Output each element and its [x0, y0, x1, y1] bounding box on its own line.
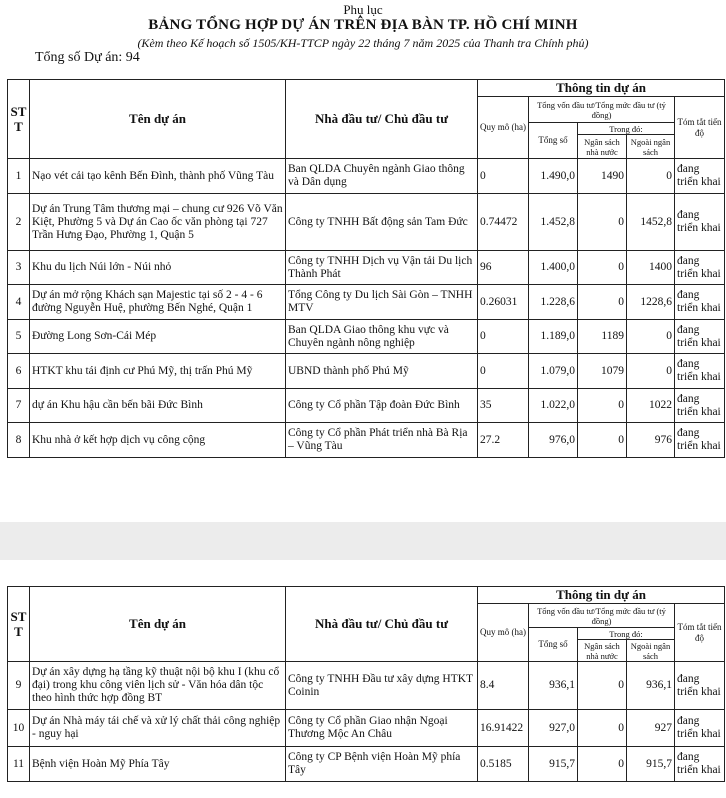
row-total: 1.400,0 — [529, 251, 578, 285]
row-total: 915,7 — [529, 747, 578, 782]
row-state: 1079 — [578, 354, 627, 389]
col-state-budget: Ngân sách nhà nước — [578, 135, 627, 159]
row-status: đang triển khai — [675, 354, 725, 389]
row-investor: Công ty Cổ phần Giao nhận Ngoại Thương Mộc An Châu — [286, 710, 478, 747]
col-non-state: Ngoài ngân sách — [627, 135, 675, 159]
row-state: 0 — [578, 662, 627, 710]
row-status: đang triển khai — [675, 320, 725, 354]
row-non-state: 936,1 — [627, 662, 675, 710]
col-total: Tổng số — [529, 628, 578, 662]
row-scale: 27.2 — [478, 423, 529, 458]
row-name: Khu du lịch Núi lớn - Núi nhỏ — [30, 251, 286, 285]
row-non-state: 1228,6 — [627, 285, 675, 320]
row-total: 1.022,0 — [529, 389, 578, 423]
col-info: Thông tin dự án — [478, 80, 725, 97]
col-capital: Tổng vốn đầu tư/Tổng mức đầu tư (tỷ đồng) — [529, 604, 675, 628]
col-scale: Quy mô (ha) — [478, 604, 529, 662]
row-non-state: 0 — [627, 354, 675, 389]
project-total: Tổng số Dự án: 94 — [35, 50, 140, 65]
row-scale: 96 — [478, 251, 529, 285]
col-stt: ST T — [8, 587, 30, 662]
row-stt: 8 — [8, 423, 30, 458]
row-name: Đường Long Sơn-Cái Mép — [30, 320, 286, 354]
col-stt: ST T — [8, 80, 30, 159]
row-stt: 4 — [8, 285, 30, 320]
col-scale: Quy mô (ha) — [478, 97, 529, 159]
table-row — [8, 662, 725, 710]
col-investor: Nhà đầu tư/ Chủ đầu tư — [286, 587, 478, 662]
row-stt: 9 — [8, 662, 30, 710]
row-investor: Công ty Cổ phần Phát triển nhà Bà Rịa – Vũng Tàu — [286, 423, 478, 458]
row-name: dự án Khu hậu cần bến bãi Đức Bình — [30, 389, 286, 423]
table-row — [8, 354, 725, 389]
row-investor: Công ty CP Bệnh viện Hoàn Mỹ phía Tây — [286, 747, 478, 782]
row-scale: 0 — [478, 159, 529, 194]
table-row — [8, 747, 725, 782]
row-investor: Công ty TNHH Dịch vụ Vận tải Du lịch Thành Phát — [286, 251, 478, 285]
col-status: Tóm tắt tiến độ — [675, 97, 725, 159]
row-investor: Công ty Cổ phần Tập đoàn Đức Bình — [286, 389, 478, 423]
col-total: Tổng số — [529, 123, 578, 159]
row-status: đang triển khai — [675, 747, 725, 782]
row-scale: 16.91422 — [478, 710, 529, 747]
table-row — [8, 194, 725, 251]
row-state: 0 — [578, 423, 627, 458]
row-non-state: 915,7 — [627, 747, 675, 782]
col-of-which: Trong đó: — [578, 628, 675, 640]
row-stt: 3 — [8, 251, 30, 285]
col-name: Tên dự án — [30, 587, 286, 662]
row-status: đang triển khai — [675, 389, 725, 423]
row-stt: 10 — [8, 710, 30, 747]
row-investor: UBND thành phố Phú Mỹ — [286, 354, 478, 389]
row-stt: 5 — [8, 320, 30, 354]
row-scale: 0 — [478, 320, 529, 354]
col-status: Tóm tắt tiến độ — [675, 604, 725, 662]
row-investor: Tổng Công ty Du lịch Sài Gòn – TNHH MTV — [286, 285, 478, 320]
row-total: 936,1 — [529, 662, 578, 710]
row-status: đang triển khai — [675, 159, 725, 194]
row-stt: 1 — [8, 159, 30, 194]
row-name: HTKT khu tái định cư Phú Mỹ, thị trấn Phú Mỹ — [30, 354, 286, 389]
col-non-state: Ngoài ngân sách — [627, 640, 675, 662]
row-investor: Công ty TNHH Bất động sản Tam Đức — [286, 194, 478, 251]
table-row — [8, 159, 725, 194]
row-status: đang triển khai — [675, 251, 725, 285]
col-name: Tên dự án — [30, 80, 286, 159]
row-non-state: 1022 — [627, 389, 675, 423]
row-non-state: 976 — [627, 423, 675, 458]
table-row — [8, 285, 725, 320]
row-state: 1490 — [578, 159, 627, 194]
row-total: 976,0 — [529, 423, 578, 458]
table-row — [8, 710, 725, 747]
row-name: Dự án Trung Tâm thương mại – chung cư 926 Võ Văn Kiệt, Phường 5 và Dự án Cao ốc văn phòng tại 727 Trần Hưng Đạo, Phường 1, Quận 5 — [30, 194, 286, 251]
row-scale: 0.26031 — [478, 285, 529, 320]
row-status: đang triển khai — [675, 662, 725, 710]
row-name: Dự án xây dựng hạ tầng kỹ thuật nội bộ khu I (khu cổ đại) trong khu công viên lịch sử - Văn hóa dân tộc theo hình thức hợp đồng BT — [30, 662, 286, 710]
table-row — [8, 251, 725, 285]
row-state: 0 — [578, 389, 627, 423]
row-status: đang triển khai — [675, 423, 725, 458]
row-scale: 35 — [478, 389, 529, 423]
row-state: 0 — [578, 251, 627, 285]
row-state: 0 — [578, 710, 627, 747]
row-status: đang triển khai — [675, 285, 725, 320]
row-scale: 0.5185 — [478, 747, 529, 782]
project-table-page-2 — [7, 586, 725, 782]
row-name: Khu nhà ở kết hợp dịch vụ công cộng — [30, 423, 286, 458]
col-of-which: Trong đó: — [578, 123, 675, 135]
row-status: đang triển khai — [675, 710, 725, 747]
table-row — [8, 320, 725, 354]
row-non-state: 927 — [627, 710, 675, 747]
row-non-state: 1400 — [627, 251, 675, 285]
row-non-state: 0 — [627, 320, 675, 354]
row-state: 0 — [578, 285, 627, 320]
row-name: Nạo vét cải tạo kênh Bến Đình, thành phố Vũng Tàu — [30, 159, 286, 194]
row-non-state: 0 — [627, 159, 675, 194]
row-stt: 2 — [8, 194, 30, 251]
table-row — [8, 423, 725, 458]
row-total: 1.079,0 — [529, 354, 578, 389]
row-state: 0 — [578, 747, 627, 782]
row-total: 1.452,8 — [529, 194, 578, 251]
row-total: 1.189,0 — [529, 320, 578, 354]
row-stt: 7 — [8, 389, 30, 423]
page-break — [0, 522, 726, 560]
col-info: Thông tin dự án — [478, 587, 725, 604]
row-state: 1189 — [578, 320, 627, 354]
row-total: 1.490,0 — [529, 159, 578, 194]
row-investor: Ban QLDA Chuyên ngành Giao thông và Dân dụng — [286, 159, 478, 194]
row-non-state: 1452,8 — [627, 194, 675, 251]
row-total: 1.228,6 — [529, 285, 578, 320]
table-row — [8, 389, 725, 423]
row-investor: Ban QLDA Giao thông khu vực và Chuyên ngành nông nghiệp — [286, 320, 478, 354]
row-stt: 6 — [8, 354, 30, 389]
row-stt: 11 — [8, 747, 30, 782]
row-scale: 0.74472 — [478, 194, 529, 251]
row-status: đang triển khai — [675, 194, 725, 251]
row-scale: 0 — [478, 354, 529, 389]
row-scale: 8.4 — [478, 662, 529, 710]
page-2 — [0, 560, 726, 798]
document-subtitle: (Kèm theo Kế hoạch số 1505/KH-TTCP ngày 22 tháng 7 năm 2025 của Thanh tra Chính phủ) — [137, 36, 589, 50]
document-title: BẢNG TỔNG HỢP DỰ ÁN TRÊN ĐỊA BÀN TP. HỒ CHÍ MINH — [148, 17, 578, 33]
row-name: Bệnh viện Hoàn Mỹ Phía Tây — [30, 747, 286, 782]
row-name: Dự án Nhà máy tái chế và xử lý chất thải công nghiệp - nguy hại — [30, 710, 286, 747]
row-investor: Công ty TNHH Đầu tư xây dựng HTKT Coinin — [286, 662, 478, 710]
project-table-page-1 — [7, 79, 725, 458]
row-name: Dự án mở rộng Khách sạn Majestic tại số 2 - 4 - 6 đường Nguyễn Huệ, phường Bến Nghé, Quận 1 — [30, 285, 286, 320]
row-state: 0 — [578, 194, 627, 251]
col-capital: Tổng vốn đầu tư/Tổng mức đầu tư (tỷ đồng) — [529, 97, 675, 123]
col-investor: Nhà đầu tư/ Chủ đầu tư — [286, 80, 478, 159]
col-state-budget: Ngân sách nhà nước — [578, 640, 627, 662]
appendix-label: Phụ lục — [343, 2, 383, 17]
row-total: 927,0 — [529, 710, 578, 747]
